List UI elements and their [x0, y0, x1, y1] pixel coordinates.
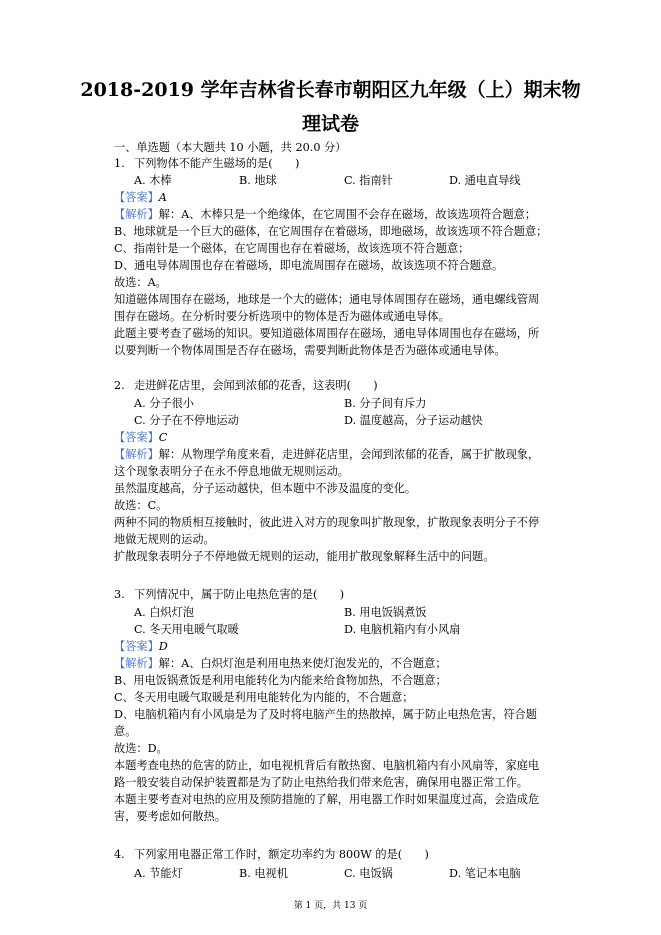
question-4-option-c: C. 电饭锅: [344, 867, 393, 880]
analysis-label: 【解析】: [114, 657, 159, 670]
answer-value: C: [158, 431, 168, 444]
question-3-analysis-line: 意。: [114, 725, 137, 738]
question-3-option-b: B. 用电饭锅煮饭: [344, 606, 427, 619]
question-2-analysis-line: 这个现象表明分子在永不停息地做无规则运动。: [114, 465, 349, 478]
question-1-analysis-line: D、通电导体周围也存在着磁场，即电流周围存在磁场，故该选项不符合题意。: [114, 259, 504, 272]
section-heading: 一、单选题（本大题共 10 小题，共 20.0 分）: [114, 141, 347, 154]
question-2-analysis-line: 虽然温度越高，分子运动越快，但本题中不涉及温度的变化。: [114, 482, 417, 495]
question-1-option-c: C. 指南针: [344, 174, 393, 187]
question-4-option-d: D. 笔记本电脑: [449, 867, 521, 880]
question-3-answer: [114, 639, 168, 654]
question-1-number: 1.: [114, 157, 125, 170]
question-1-option-a: A. 木棒: [134, 174, 172, 187]
question-2-option-d: D. 温度越高，分子运动越快: [344, 414, 483, 427]
question-3-analysis-line: 害，要考虑如何散热。: [114, 810, 226, 823]
question-1-analysis-line: 以要判断一个物体周围是否存在磁场，需要判断此物体是否为磁体或通电导体。: [114, 344, 506, 357]
analysis-label: 【解析】: [114, 448, 159, 461]
question-3-analysis-line: D、电脑机箱内有小风扇是为了及时将电脑产生的热散掉，属于防止电热危害，符合题: [114, 708, 537, 721]
question-3-analysis-line: 故选：D。: [114, 742, 168, 755]
question-3-analysis-line: 本题考查电热的危害的防止，如电视机背后有散热窗、电脑机箱内有小风扇等，家庭电: [114, 759, 540, 772]
question-1-analysis-line: B、地球就是一个巨大的磁体，在它周围存在着磁场，即地磁场，故该选项不符合题意；: [114, 225, 548, 238]
answer-label: 【答案】: [114, 191, 159, 204]
question-2-analysis-line: [114, 447, 539, 462]
question-2-stem: 走进鲜花店里，会闻到浓郁的花香，这表明( ): [134, 379, 378, 392]
answer-label: 【答案】: [114, 431, 159, 444]
question-1-analysis-line: 此题主要考查了磁场的知识。要知道磁体周围存在磁场，通电导体周围也存在磁场，所: [114, 327, 540, 340]
question-2-analysis-line: 扩散现象表明分子不停地做无规则的运动，能用扩散现象解释生活中的问题。: [114, 550, 495, 563]
question-3-option-c: C. 冬天用电暖气取暖: [134, 623, 239, 636]
question-3-stem: 下列情况中，属于防止电热危害的是( ): [134, 588, 345, 601]
analysis-text: 解：从物理学角度来看，走进鲜花店里，会闻到浓郁的花香，属于扩散现象，: [158, 448, 540, 461]
answer-value: D: [158, 640, 168, 653]
analysis-label: 【解析】: [114, 208, 159, 221]
question-1-analysis-line: 围存在磁场。在分析时要分析选项中的物体是否为磁体或通电导体。: [114, 310, 450, 323]
question-4-stem: 下列家用电器正常工作时，额定功率约为 800W 的是( ): [134, 848, 429, 861]
question-2-option-c: C. 分子在不停地运动: [134, 414, 239, 427]
question-3-number: 3.: [114, 588, 125, 601]
question-3-analysis-line: B、用电饭锅煮饭是利用电能转化为内能来给食物加热，不合题意；: [114, 674, 447, 687]
question-2-option-b: B. 分子间有斥力: [344, 397, 427, 410]
question-2-analysis-line: 两种不同的物质相互接触时，彼此进入对方的现象叫扩散现象，扩散现象表明分子不停: [114, 516, 540, 529]
question-1-stem: 下列物体不能产生磁场的是( ): [134, 157, 300, 170]
question-2-option-a: A. 分子很小: [134, 397, 194, 410]
question-4-option-a: A. 节能灯: [134, 867, 183, 880]
page-footer: 第 1 页，共 13 页: [293, 901, 368, 911]
question-1-analysis-line: [114, 207, 536, 222]
question-4-number: 4.: [114, 848, 125, 861]
question-3-option-d: D. 电脑机箱内有小风扇: [344, 623, 461, 636]
question-1-answer: [114, 190, 167, 205]
question-3-analysis-line: C、冬天用电暖气取暖是利用电能转化为内能的，不合题意；: [114, 691, 414, 704]
answer-value: A: [158, 191, 167, 204]
analysis-text: 解：A、白炽灯泡是利用电热来使灯泡发光的，不合题意；: [158, 657, 447, 670]
analysis-text: 解：A、木棒只是一个绝缘体，在它周围不会存在磁场，故该选项符合题意；: [158, 208, 537, 221]
question-3-option-a: A. 白炽灯泡: [134, 606, 194, 619]
question-2-analysis-line: 地做无规则的运动。: [114, 533, 215, 546]
question-2-answer: [114, 430, 167, 445]
question-3-analysis-line: [114, 656, 447, 671]
question-1-analysis-line: C、指南针是一个磁体，在它周围也存在着磁场，故该选项不符合题意；: [114, 242, 470, 255]
answer-label: 【答案】: [114, 640, 159, 653]
question-1-option-d: D. 通电直导线: [449, 174, 521, 187]
page-title-line-2: 理试卷: [301, 113, 359, 135]
question-2-analysis-line: 故选：C。: [114, 499, 168, 512]
question-1-option-b: B. 地球: [239, 174, 277, 187]
question-1-analysis-line: 知道磁体周围存在磁场，地球是一个大的磁体；通电导体周围存在磁场，通电螺线管周: [114, 293, 540, 306]
question-4-option-b: B. 电视机: [239, 867, 288, 880]
question-3-analysis-line: 路一般安装自动保护装置都是为了防止电热给我们带来危害，确保用电器正常工作。: [114, 776, 528, 789]
question-1-analysis-line: 故选：A。: [114, 276, 167, 289]
page-title-line-1: 2018-2019 学年吉林省长春市朝阳区九年级（上）期末物: [80, 79, 581, 101]
question-3-analysis-line: 本题主要考查对电热的应用及预防措施的了解，用电器工作时如果温度过高，会造成危: [114, 793, 540, 806]
question-2-number: 2.: [114, 379, 125, 392]
